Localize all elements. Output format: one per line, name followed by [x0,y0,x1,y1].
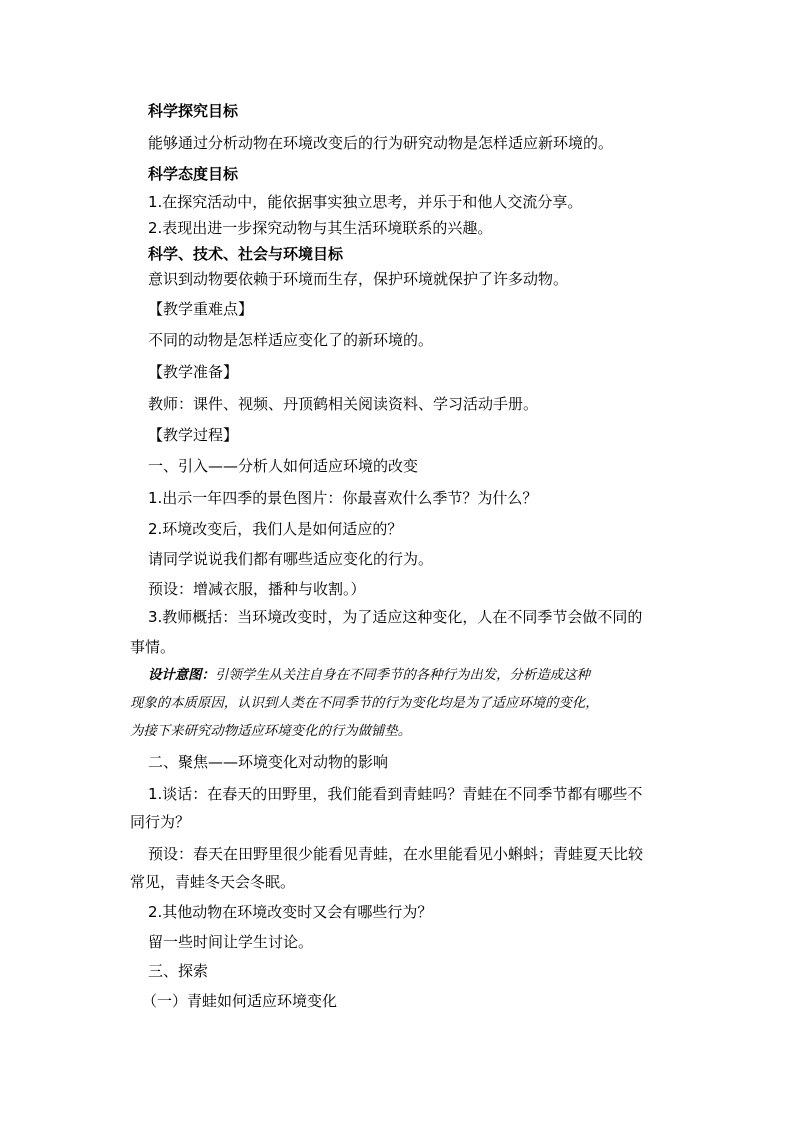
heading-stse-goal: 科学、技术、社会与环境目标 [148,245,344,263]
list-item-focus-2: 2.其他动物在环境改变时又会有哪些行为？ [148,903,433,921]
subsection-title-frog: （一）青蛙如何适应环境变化 [142,992,338,1010]
heading-preparation: 【教学准备】 [148,363,239,381]
list-item-intro-1: 1.出示一年四季的景色图片：你最喜欢什么季节？为什么？ [148,489,538,507]
heading-key-points: 【教学重难点】 [148,300,254,318]
paragraph-preparation: 教师：课件、视频、丹顶鹤相关阅读资料、学习活动手册。 [148,395,539,413]
section-title-focus: 二、聚焦——环境变化对动物的影响 [148,753,389,771]
list-item-attitude-2: 2.表现出进一步探究动物与其生活环境联系的兴趣。 [148,219,493,237]
design-intent-text-1: 引领学生从关注自身在不同季节的各种行为出发，分析造成这种 [214,668,590,683]
list-item-focus-1-line1: 1.谈话：在春天的田野里，我们能看到青蛙吗？青蛙在不同季节都有哪些不 [148,785,643,803]
paragraph-focus-preset-line1: 预设：春天在田野里很少能看见青蛙，在水里能看见小蝌蚪；青蛙夏天比较 [148,845,644,863]
list-item-attitude-1: 1.在探究活动中，能依据事实独立思考，并乐于和他人交流分享。 [148,193,583,211]
heading-science-inquiry-goal: 科学探究目标 [148,102,239,120]
paragraph-focus-preset-line2: 常见，青蛙冬天会冬眠。 [130,873,296,891]
paragraph-key-points: 不同的动物是怎样适应变化了的新环境的。 [148,331,434,349]
design-intent-label: 设计意图： [148,667,215,683]
paragraph-science-inquiry: 能够通过分析动物在环境改变后的行为研究动物是怎样适应新环境的。 [148,134,614,152]
list-item-focus-1-line2: 同行为？ [130,813,191,831]
design-intent-line-1 [148,661,688,690]
list-item-intro-2: 2.环境改变后，我们人是如何适应的？ [148,520,403,538]
section-title-explore: 三、探索 [148,962,209,980]
paragraph-intro-preset: 预设：增减衣服，播种与收割。） [148,580,366,598]
paragraph-stse: 意识到动物要依赖于环境而生存，保护环境就保护了许多动物。 [148,270,569,288]
design-intent-line-3: 为接下来研究动物适应环境变化的行为做铺垫。 [130,724,412,739]
paragraph-focus-2-detail: 留一些时间让学生讨论。 [148,933,314,951]
heading-science-attitude-goal: 科学态度目标 [148,165,239,183]
list-item-intro-3-line2: 事情。 [130,638,176,656]
design-intent-line-2: 现象的本质原因，认识到人类在不同季节的行为变化均是为了适应环境的变化， [130,696,599,711]
heading-teaching-process: 【教学过程】 [148,426,239,444]
section-title-introduction: 一、引入——分析人如何适应环境的改变 [148,457,419,475]
paragraph-intro-2-detail: 请同学说说我们都有哪些适应变化的行为。 [148,550,434,568]
list-item-intro-3-line1: 3.教师概括：当环境改变时，为了适应这种变化，人在不同季节会做不同的 [148,608,643,626]
design-intent-block [130,661,688,746]
